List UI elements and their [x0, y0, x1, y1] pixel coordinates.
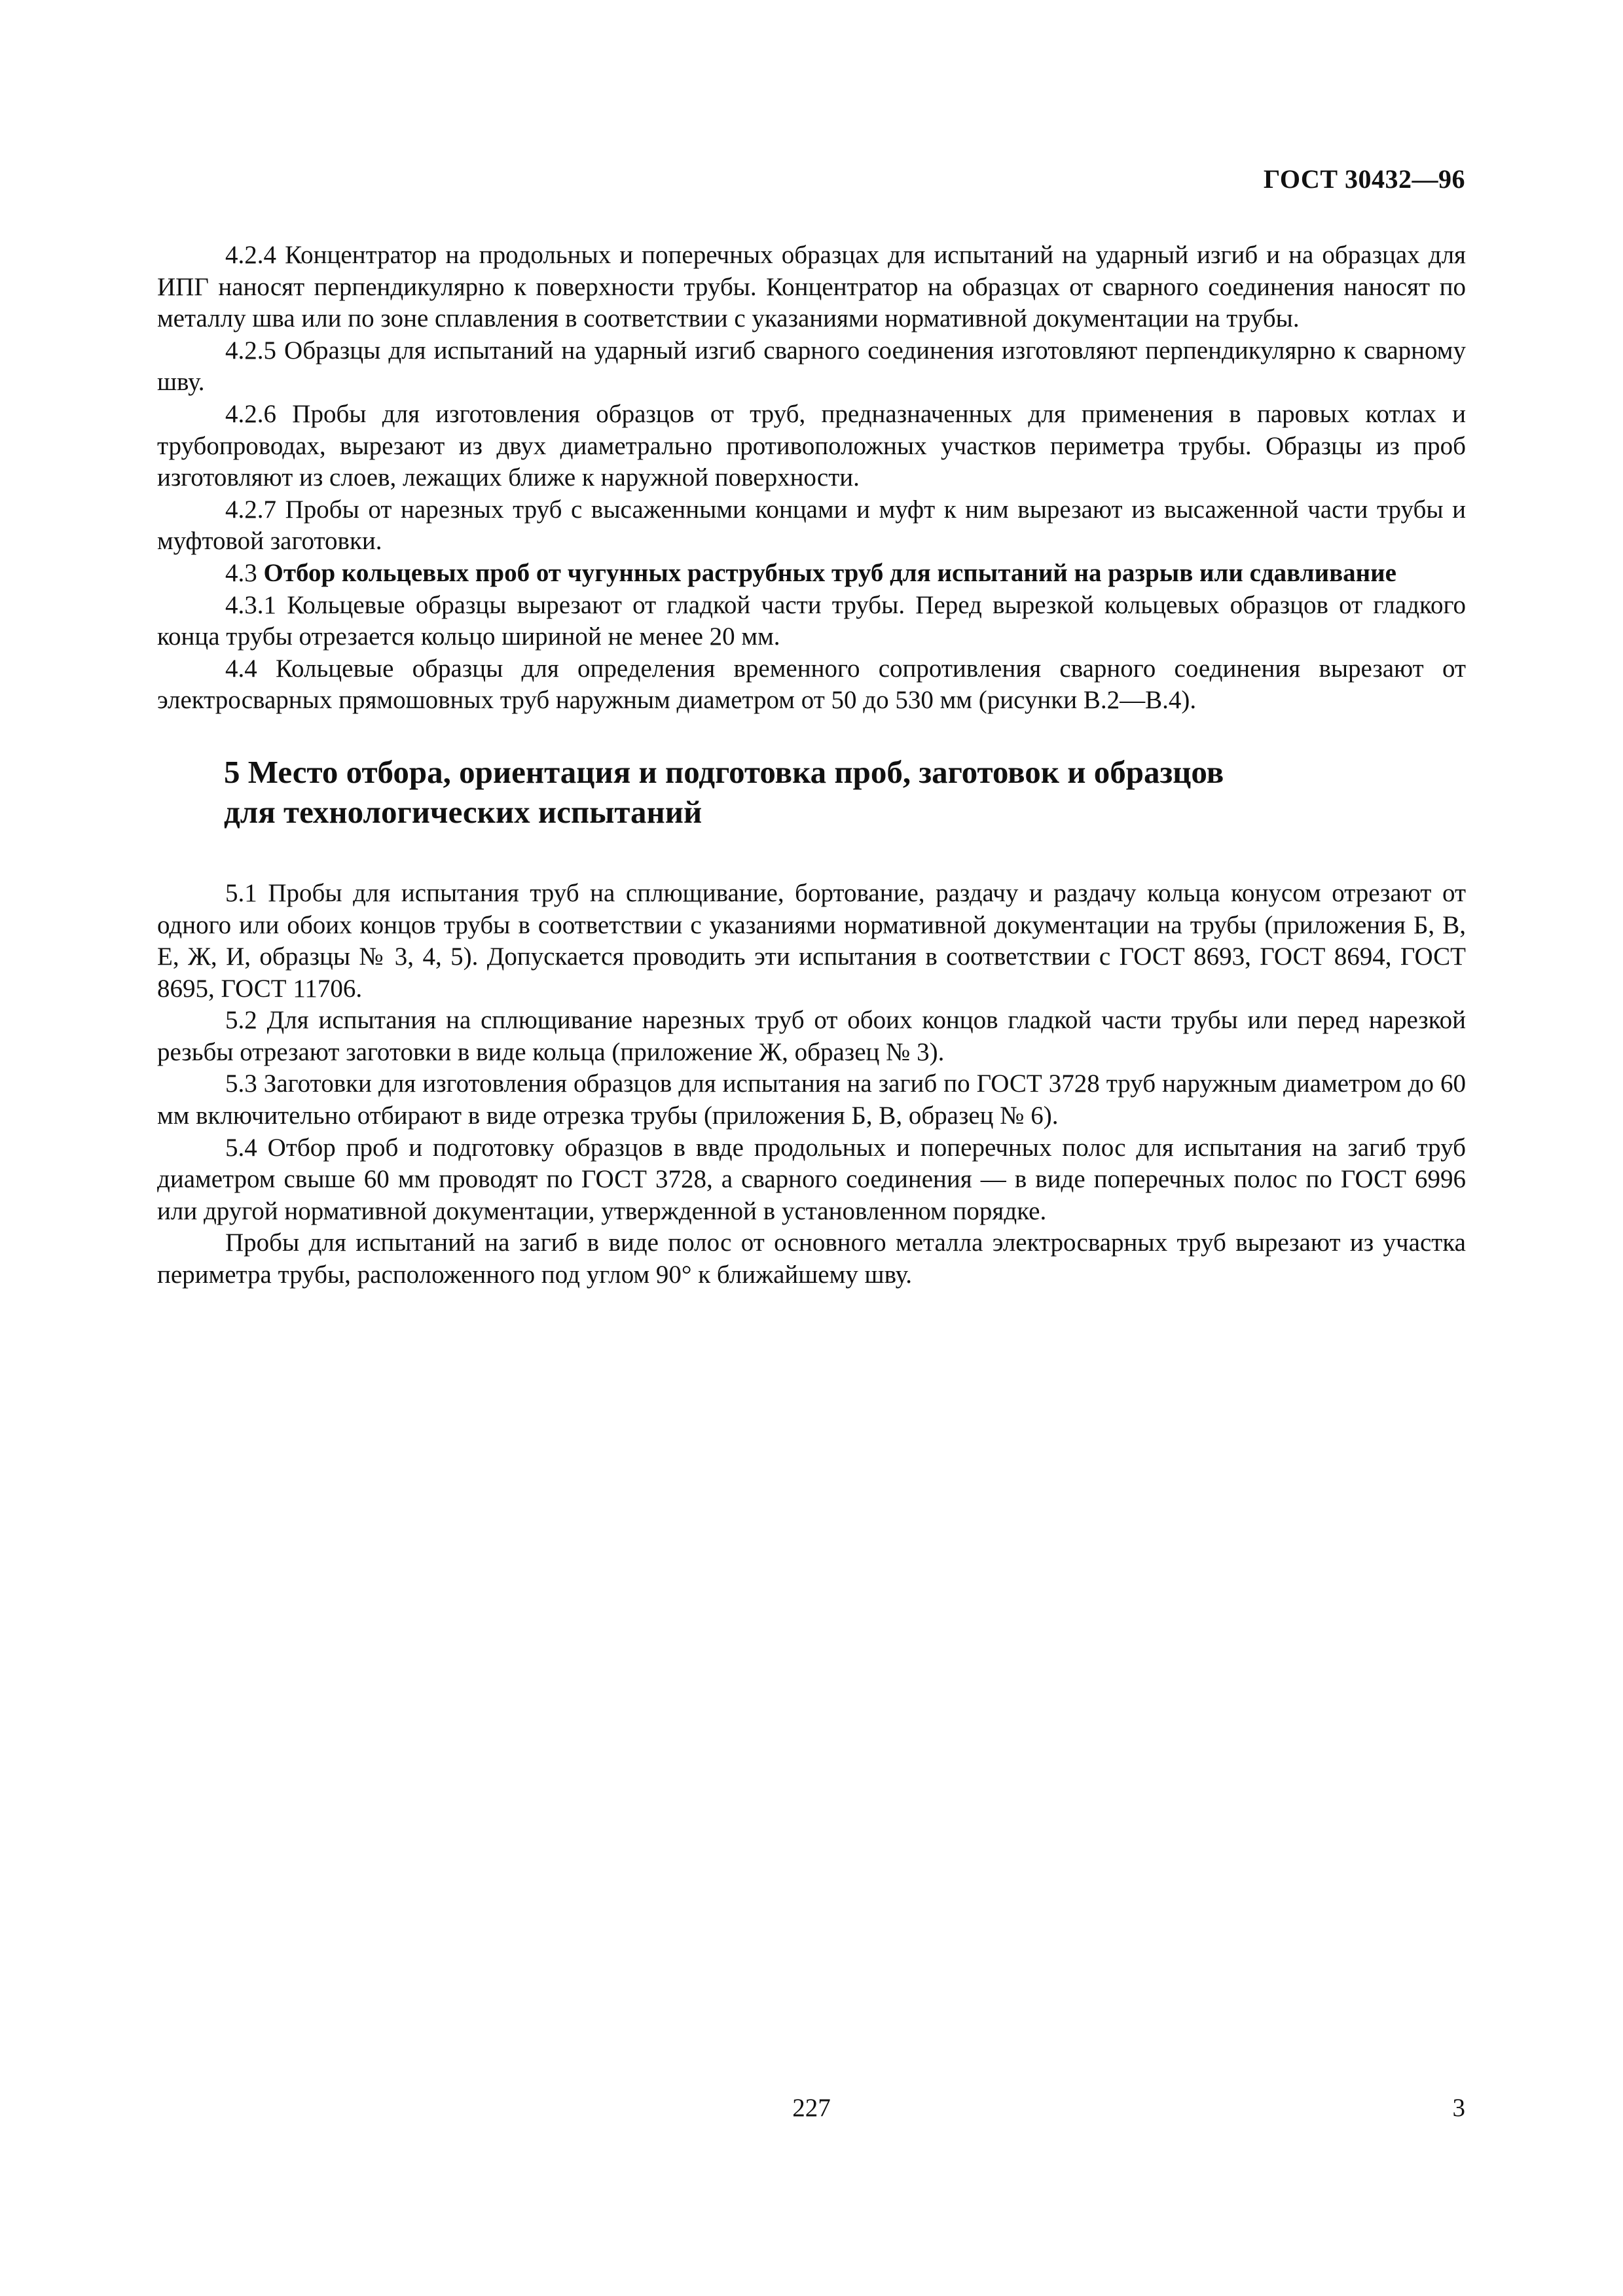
paragraph-4-4: 4.4 Кольцевые образцы для определения временного сопротивления сварного соединения вырезают от электросварных прямошовных труб наружным диаметром от 50 до 530 мм (рисунки В.2—В.4).	[157, 654, 1466, 715]
document-body	[157, 240, 1466, 1291]
document-code-header: ГОСТ 30432—96	[1263, 164, 1465, 194]
subsection-4-3-number: 4.3	[225, 558, 264, 587]
section-5-heading	[157, 752, 1468, 832]
paragraph-5-1: 5.1 Пробы для испытания труб на сплющивание, бортование, раздачу и раздачу кольца конусом отрезают от одного или обоих концов трубы в соответствии с указаниями нормативной документации на трубы (приложения Б, В, Е, Ж, И, образцы № 3, 4, 5). Допускается проводить эти испытания в соответствии с ГОСТ 8693, ГОСТ 8694, ГОСТ 8695, ГОСТ 11706.	[157, 878, 1466, 1003]
subsection-4-3	[157, 558, 1466, 590]
paragraph-4-2-7: 4.2.7 Пробы от нарезных труб с высаженными концами и муфт к ним вырезают из высаженной части трубы и муфтовой заготовки.	[157, 495, 1466, 556]
page-number: 3	[1452, 2094, 1465, 2122]
paragraph-4-2-5: 4.2.5 Образцы для испытаний на ударный изгиб сварного соединения изготовляют перпендикулярно к сварному шву.	[157, 336, 1466, 397]
section-5-heading-line2: для технологических испытаний	[224, 793, 702, 830]
paragraph-5-3: 5.3 Заготовки для изготовления образцов для испытания на загиб по ГОСТ 3728 труб наружным диаметром до 60 мм включительно отбирают в виде отрезка трубы (приложения Б, В, образец № 6).	[157, 1069, 1466, 1130]
paragraph-4-2-6: 4.2.6 Пробы для изготовления образцов от труб, предназначенных для применения в паровых котлах и трубопроводах, вырезают из двух диаметрально противоположных участков периметра трубы. Образцы из проб изготовляют из слоев, лежащих ближе к наружной поверхности.	[157, 399, 1466, 492]
section-5-heading-line1: 5 Место отбора, ориентация и подготовка проб, заготовок и образцов	[224, 753, 1224, 790]
subsection-4-3-title: Отбор кольцевых проб от чугунных раструбных труб для испытаний на разрыв или сдавливание	[263, 558, 1396, 587]
collection-page-number: 227	[792, 2094, 831, 2122]
paragraph-5-2: 5.2 Для испытания на сплющивание нарезных труб от обоих концов гладкой части трубы или перед нарезкой резьбы отрезают заготовки в виде кольца (приложение Ж, образец № 3).	[157, 1006, 1466, 1066]
paragraph-4-3-1: 4.3.1 Кольцевые образцы вырезают от гладкой части трубы. Перед вырезкой кольцевых образцов от гладкого конца трубы отрезается кольцо шириной не менее 20 мм.	[157, 590, 1466, 651]
paragraph-5-4-continuation: Пробы для испытаний на загиб в виде полос от основного металла электросварных труб вырезают из участка периметра трубы, расположенного под углом 90° к ближайшему шву.	[157, 1229, 1466, 1289]
paragraph-4-2-4: 4.2.4 Концентратор на продольных и поперечных образцах для испытаний на ударный изгиб и на образцах для ИПГ наносят перпендикулярно к поверхности трубы. Концентратор на образцах от сварного соединения наносят по металлу шва или по зоне сплавления в соответствии с указаниями нормативной документации на трубы.	[157, 241, 1466, 333]
paragraph-5-4: 5.4 Отбор проб и подготовку образцов в ввде продольных и поперечных полос для испытания на загиб труб диаметром свыше 60 мм проводят по ГОСТ 3728, а сварного соединения — в виде поперечных полос по ГОСТ 6996 или другой нормативной документации, утвержденной в установленном порядке.	[157, 1133, 1466, 1225]
